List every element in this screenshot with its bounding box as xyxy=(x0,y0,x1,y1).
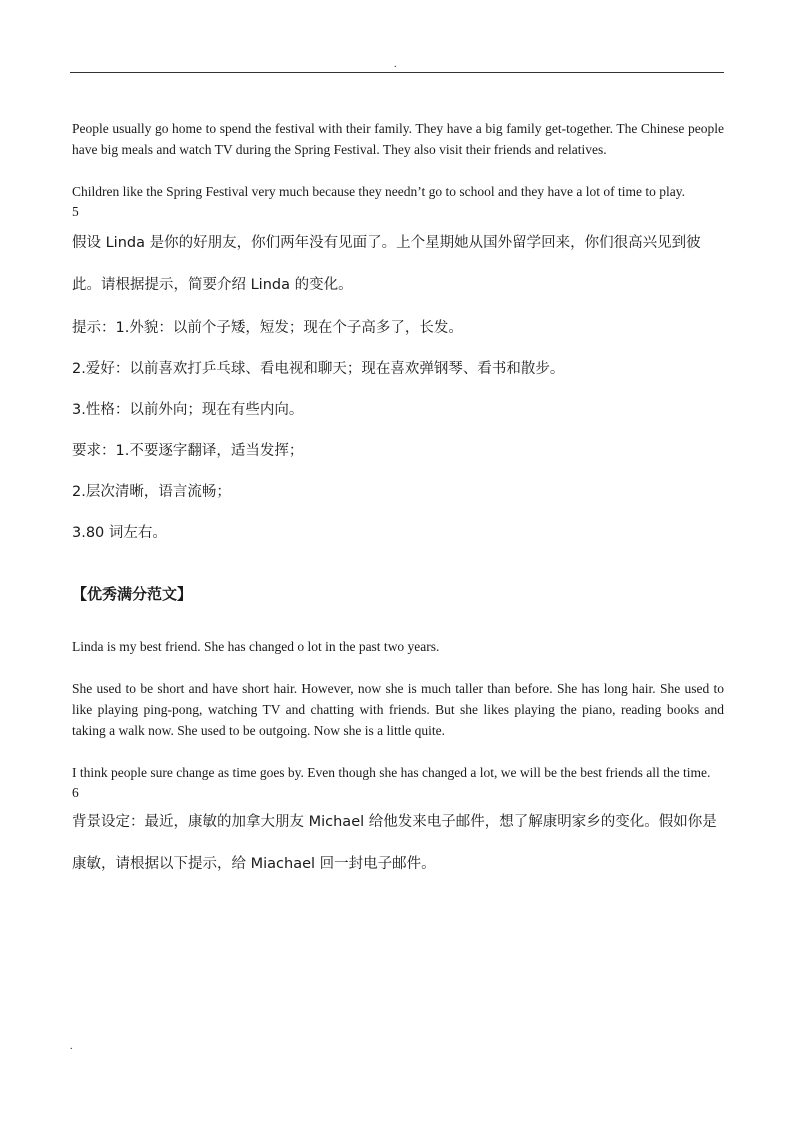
sample-paragraph: She used to be short and have short hair. However, now she is much taller than before. She has long hair. She used to like playing ping-pong, watching TV and chatting with friends. But she likes playing the piano, reading books and taking a walk now. She used to be outgoing. Now she is a little quite. xyxy=(72,681,724,738)
sample-essay-heading: 【优秀满分范文】 xyxy=(72,585,193,603)
requirement-3: 3.80 词左右。 xyxy=(72,525,167,541)
question-prompt: 背景设定：最近，康敏的加拿大朋友 Michael 给他发来电子邮件，想了解康明家乡的变化。假如你是康敏，请根据以下提示，给 Miachael 回一封电子邮件。 xyxy=(72,814,717,872)
hint-hobby: 2.爱好：以前喜欢打乒乓球、看电视和聊天；现在喜欢弹钢琴、看书和散步。 xyxy=(72,361,565,377)
essay-paragraph: Children like the Spring Festival very much because they needn’t go to school and they have a lot of time to play. xyxy=(72,184,685,199)
requirement-2: 2.层次清晰，语言流畅； xyxy=(72,484,231,500)
requirement-1: 要求：1.不要逐字翻译，适当发挥； xyxy=(72,443,304,459)
footer-dot: . xyxy=(70,1041,73,1052)
header-dot: . xyxy=(394,59,397,70)
sample-paragraph: I think people sure change as time goes by. Even though she has changed a lot, we will be the best friends all the time. xyxy=(72,765,711,780)
hint-appearance: 提示：1.外貌：以前个子矮，短发；现在个子高多了，长发。 xyxy=(72,320,463,336)
question-prompt: 假设 Linda 是你的好朋友，你们两年没有见面了。上个星期她从国外留学回来，你们很高兴见到彼此。请根据提示，简要介绍 Linda 的变化。 xyxy=(72,235,701,293)
essay-paragraph: People usually go home to spend the festival with their family. They have a big family get-together. The Chinese people have big meals and watch TV during the Spring Festival. They also visit their friends and relatives. xyxy=(72,121,724,157)
header-rule xyxy=(70,72,724,73)
question-number: 5 xyxy=(72,204,79,219)
page-content xyxy=(72,118,724,885)
sample-paragraph: Linda is my best friend. She has changed o lot in the past two years. xyxy=(72,639,440,654)
hint-personality: 3.性格：以前外向；现在有些内向。 xyxy=(72,402,304,418)
question-number: 6 xyxy=(72,785,79,800)
